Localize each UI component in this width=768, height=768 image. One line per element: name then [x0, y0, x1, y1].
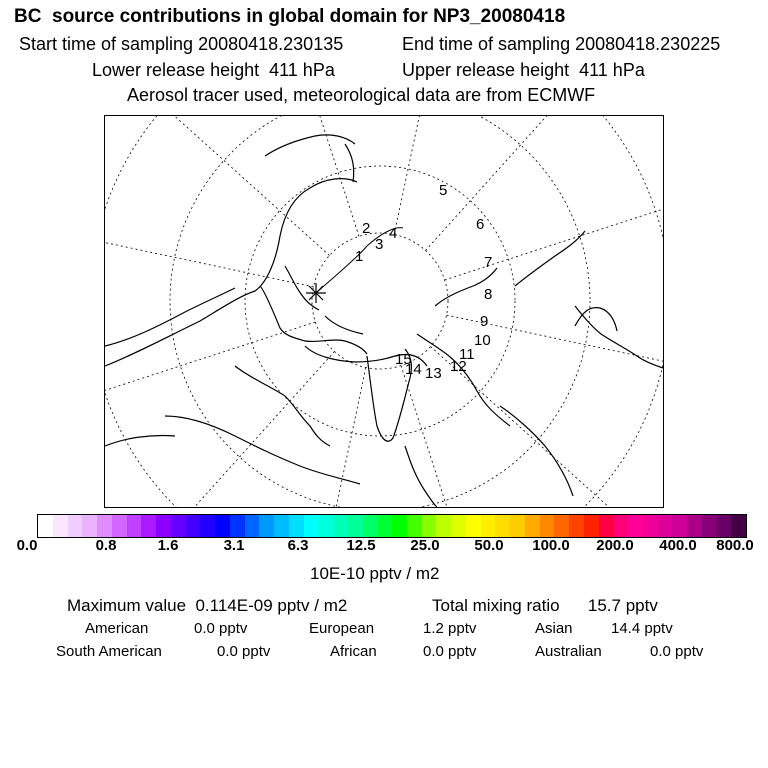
- colorbar-cell: [318, 515, 333, 537]
- trajectory-label: 8: [484, 286, 493, 303]
- european-value: 1.2 pptv: [423, 620, 477, 637]
- colorbar-cell: [451, 515, 466, 537]
- receptor-asterisk: [306, 283, 326, 303]
- australian-value: 0.0 pptv: [650, 643, 704, 660]
- maximum-value: Maximum value 0.114E-09 pptv / m2: [67, 596, 348, 615]
- colorbar-cell: [510, 515, 525, 537]
- colorbar-cell: [289, 515, 304, 537]
- colorbar-cell: [53, 515, 68, 537]
- colorbar-tick-label: 200.0: [596, 537, 634, 554]
- colorbar-cell: [407, 515, 422, 537]
- south-american-value: 0.0 pptv: [217, 643, 271, 660]
- trajectory-label: 14: [405, 361, 422, 378]
- meridian-line: [394, 116, 525, 234]
- trajectory-label: 2: [362, 220, 371, 237]
- meridian-line: [445, 116, 663, 280]
- colorbar-cell: [377, 515, 392, 537]
- colorbar-cell: [422, 515, 437, 537]
- colorbar-units: 10E-10 pptv / m2: [310, 564, 440, 583]
- colorbar-cell: [304, 515, 319, 537]
- map-canvas: [105, 116, 663, 507]
- tracer-note: Aerosol tracer used, meteorological data are from ECMWF: [127, 85, 596, 105]
- colorbar-cell: [569, 515, 584, 537]
- trajectory-label: 12: [450, 358, 467, 375]
- colorbar-cell: [112, 515, 127, 537]
- colorbar-cell: [717, 515, 732, 537]
- colorbar-cell: [554, 515, 569, 537]
- upper-release-height: Upper release height 411 hPa: [402, 60, 645, 80]
- colorbar-cell: [702, 515, 717, 537]
- american-value: 0.0 pptv: [194, 620, 248, 637]
- colorbar-cell: [599, 515, 614, 537]
- start-time: Start time of sampling 20080418.230135: [19, 34, 344, 54]
- colorbar-tick-label: 800.0: [716, 537, 754, 554]
- colorbar-cell: [348, 515, 363, 537]
- colorbar-cell: [436, 515, 451, 537]
- lower-release-height: Lower release height 411 hPa: [92, 60, 335, 80]
- colorbar: [37, 514, 747, 538]
- colorbar-tick-label: 50.0: [474, 537, 504, 554]
- trajectory-label: 3: [375, 236, 384, 253]
- colorbar-cell: [643, 515, 658, 537]
- meridian-line: [105, 116, 329, 255]
- trajectory-label: 6: [476, 216, 485, 233]
- colorbar-cell: [171, 515, 186, 537]
- american-label: American: [85, 620, 149, 637]
- trajectory-labels: [355, 182, 492, 382]
- colorbar-tick-label: 6.3: [287, 537, 309, 554]
- colorbar-tick-label: 25.0: [410, 537, 440, 554]
- trajectory-label: 5: [439, 182, 448, 199]
- colorbar-cell: [363, 515, 378, 537]
- colorbar-cell: [97, 515, 112, 537]
- total-mixing-ratio: Total mixing ratio 15.7 pptv: [432, 596, 658, 615]
- meridian-line: [401, 366, 596, 507]
- asian-value: 14.4 pptv: [611, 620, 673, 637]
- colorbar-cell: [540, 515, 555, 537]
- colorbar-cell: [200, 515, 215, 537]
- colorbar-cell: [333, 515, 348, 537]
- african-label: African: [330, 643, 377, 660]
- australian-label: Australian: [535, 643, 602, 660]
- colorbar-cell: [628, 515, 643, 537]
- colorbar-tick-label: 100.0: [532, 537, 570, 554]
- plot-title: BC source contributions in global domain for NP3_20080418: [14, 6, 566, 27]
- meridian-line: [426, 116, 663, 250]
- colorbar-cell: [495, 515, 510, 537]
- colorbar-cell: [274, 515, 289, 537]
- colorbar-cell: [215, 515, 230, 537]
- colorbar-cell: [687, 515, 702, 537]
- trajectory-label: 13: [425, 365, 442, 382]
- colorbar-tick-label: 400.0: [659, 537, 697, 554]
- colorbar-cell: [658, 515, 673, 537]
- trajectory-label: 4: [389, 225, 398, 242]
- trajectory-label: 9: [480, 313, 489, 330]
- trajectory-label: 11: [459, 346, 475, 363]
- colorbar-cell: [245, 515, 260, 537]
- meridian-line: [164, 116, 359, 236]
- end-time: End time of sampling 20080418.230225: [402, 34, 721, 54]
- meridian-line: [105, 155, 313, 286]
- colorbar-cell: [82, 515, 97, 537]
- colorbar-cell: [259, 515, 274, 537]
- colorbar-cell: [141, 515, 156, 537]
- colorbar-tick-label: 3.1: [223, 537, 245, 554]
- colorbar-cell: [584, 515, 599, 537]
- colorbar-cell: [127, 515, 142, 537]
- meridian-line: [234, 368, 365, 507]
- colorbar-cell: [613, 515, 628, 537]
- polar-map: [104, 115, 664, 508]
- colorbar-cell: [481, 515, 496, 537]
- south-american-label: South American: [56, 643, 162, 660]
- colorbar-tick-label: 12.5: [346, 537, 376, 554]
- colorbar-tick-label: 1.6: [157, 537, 179, 554]
- coastlines: [105, 135, 663, 507]
- colorbar-cell: [466, 515, 481, 537]
- trajectory-label: 10: [474, 332, 491, 349]
- trajectory-label: 1: [355, 248, 364, 265]
- colorbar-tick-label: 0.8: [95, 537, 117, 554]
- trajectory-label: 15: [395, 351, 412, 368]
- colorbar-cell: [38, 515, 53, 537]
- colorbar-cell: [525, 515, 540, 537]
- african-value: 0.0 pptv: [423, 643, 477, 660]
- colorbar-cell: [392, 515, 407, 537]
- european-label: European: [309, 620, 375, 637]
- colorbar-cell: [731, 515, 746, 537]
- meridian-line: [105, 322, 315, 507]
- colorbar-cell: [156, 515, 171, 537]
- asian-label: Asian: [535, 620, 573, 637]
- colorbar-cell: [68, 515, 83, 537]
- colorbar-cell: [672, 515, 687, 537]
- colorbar-tick-label: 0.0: [16, 537, 38, 554]
- colorbar-cell: [230, 515, 245, 537]
- trajectory-label: 7: [484, 254, 493, 271]
- colorbar-cell: [186, 515, 201, 537]
